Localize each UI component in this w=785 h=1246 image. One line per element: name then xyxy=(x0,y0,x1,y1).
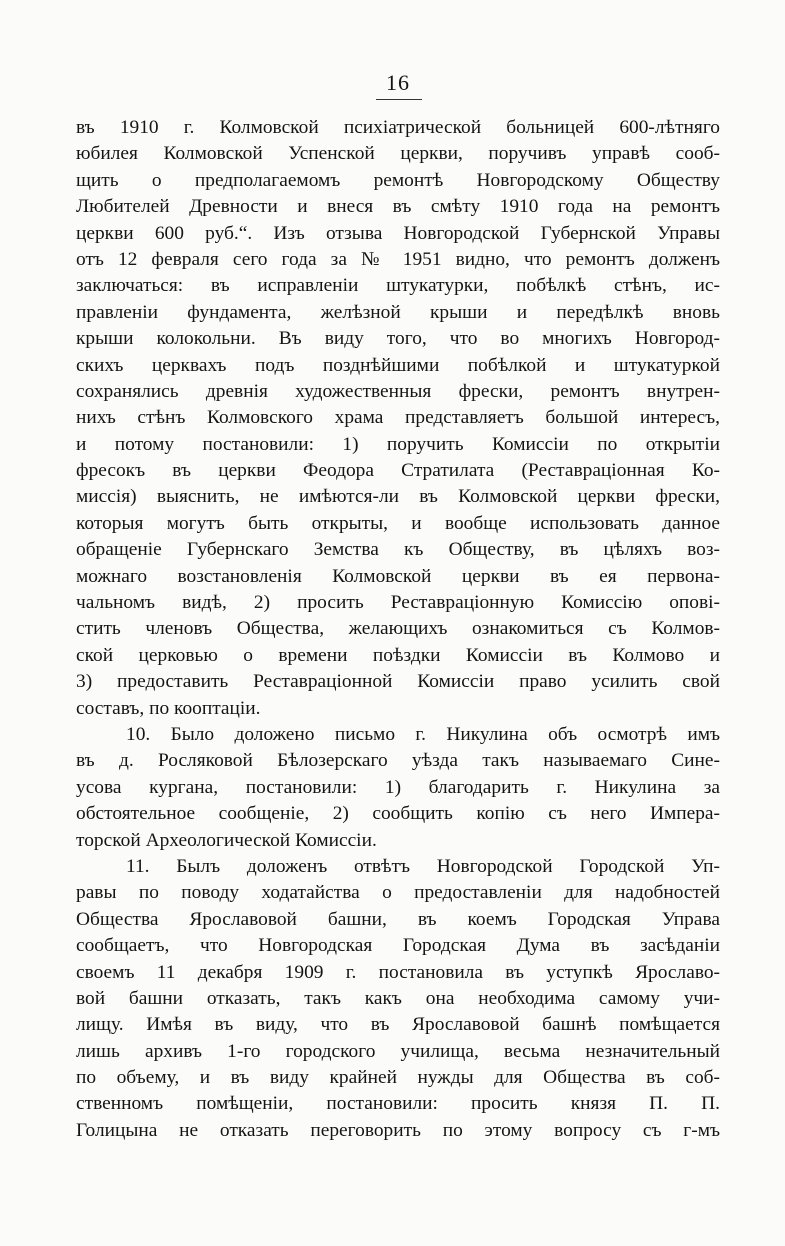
text-line: 3) предоставить Реставраціонной Комиссіи право усилить свой xyxy=(76,671,720,693)
text-line: сообщаетъ, что Новгородская Городская Дума въ засѣданіи xyxy=(76,935,720,957)
text-line: чальномъ видѣ, 2) просить Реставраціонную Комиссію опові- xyxy=(76,592,720,614)
text-line: въ 1910 г. Колмовской психіатрической больницей 600-лѣтняго xyxy=(76,117,720,138)
text-line: по объему, и въ виду крайней нужды для Общества въ соб- xyxy=(76,1067,720,1089)
text-line: обращеніе Губернскаго Земства къ Обществу, въ цѣляхъ воз- xyxy=(76,539,720,561)
text-line: фресокъ въ церкви Феодора Стратилата (Реставраціонная Ко- xyxy=(76,460,720,482)
text-line: своемъ 11 декабря 1909 г. постановила въ уступкѣ Ярославо- xyxy=(76,961,720,983)
text-line: лишь архивъ 1-го городского училища, весьма незначительный xyxy=(76,1040,720,1062)
text-line: заключаться: въ исправленіи штукатурки, побѣлкѣ стѣнъ, ис- xyxy=(76,275,720,297)
text-line: усова кургана, постановили: 1) благодарить г. Никулина за xyxy=(76,776,720,798)
text-line: стить членовъ Общества, желающихъ ознакомиться съ Колмов- xyxy=(76,618,720,640)
text-line: скихъ церквахъ подъ позднѣйшими побѣлкой и штукатуркой xyxy=(76,354,720,376)
text-line: отъ 12 февраля сего года за № 1951 видно, что ремонтъ долженъ xyxy=(76,248,720,270)
text-line: равы по поводу ходатайства о предоставленіи для надобностей xyxy=(76,882,720,904)
text-line: торской Археологической Комиссіи. xyxy=(76,829,377,851)
text-line: нихъ стѣнъ Колмовского храма представляетъ большой интересъ, xyxy=(76,407,720,429)
text-line: 10. Было доложено письмо г. Никулина объ осмотрѣ имъ xyxy=(126,723,720,745)
body-text xyxy=(76,115,720,1144)
text-line: вой башни отказать, такъ какъ она необходима самому учи- xyxy=(76,987,720,1009)
text-line: правленіи фундамента, желѣзной крыши и передѣлкѣ вновь xyxy=(76,301,720,323)
page-number-rule xyxy=(376,99,422,100)
text-line: сохранялись древнія художественныя фрески, ремонтъ внутрен- xyxy=(76,380,720,402)
text-line: щить о предполагаемомъ ремонтѣ Новгородскому Обществу xyxy=(76,169,720,191)
text-line: ской церковью о времени поѣздки Комиссіи въ Колмово и xyxy=(76,644,720,666)
text-line: въ д. Росляковой Бѣлозерскаго уѣзда такъ называемаго Сине- xyxy=(76,750,720,772)
text-line: лищу. Имѣя въ виду, что въ Ярославовой башнѣ помѣщается xyxy=(76,1014,720,1036)
text-line: 11. Былъ доложенъ отвѣтъ Новгородской Городской Уп- xyxy=(126,855,720,877)
text-line: и потому постановили: 1) поручить Комиссіи по открытіи xyxy=(76,433,720,455)
text-line: крыши колокольни. Въ виду того, что во многихъ Новгород- xyxy=(76,328,720,350)
page-number: 16 xyxy=(386,70,410,95)
text-line: которыя могутъ быть открыты, и вообще использовать данное xyxy=(76,512,720,534)
text-line: Любителей Древности и внеся въ смѣту 1910 года на ремонтъ xyxy=(76,196,720,218)
text-line: Общества Ярославовой башни, въ коемъ Городская Управа xyxy=(76,908,720,930)
text-line: церкви 600 руб.“. Изъ отзыва Новгородской Губернской Управы xyxy=(76,222,720,244)
text-line: юбилея Колмовской Успенской церкви, поручивъ управѣ сооб- xyxy=(76,143,720,165)
text-line: Голицына не отказать переговорить по этому вопросу съ г-мъ xyxy=(76,1119,720,1141)
text-line: ственномъ помѣщеніи, постановили: просить князя П. П. xyxy=(76,1093,720,1115)
text-line: можнаго возстановленія Колмовской церкви въ ея первона- xyxy=(76,565,720,587)
text-line: миссія) выяснить, не имѣются-ли въ Колмовской церкви фрески, xyxy=(76,486,720,508)
text-line: обстоятельное сообщеніе, 2) сообщить копію съ него Импера- xyxy=(76,803,720,825)
text-line: составъ, по кооптаціи. xyxy=(76,697,261,719)
